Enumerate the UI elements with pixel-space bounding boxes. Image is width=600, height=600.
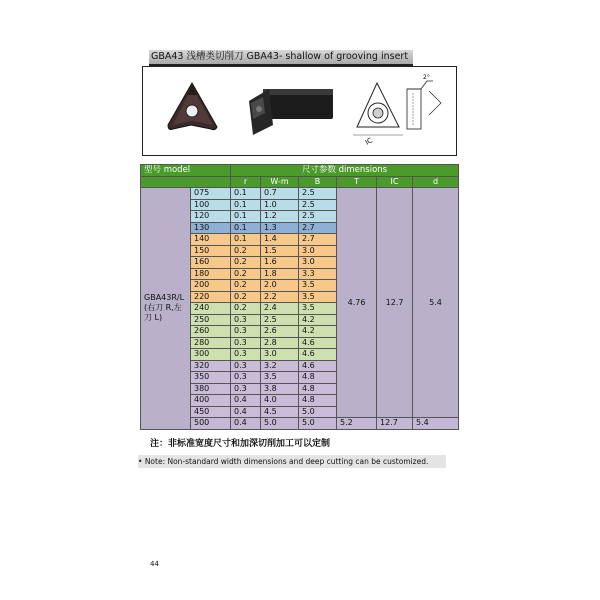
cell-b: 4.6 [299,349,337,361]
cell-r: 0.4 [231,395,261,407]
page-number: 44 [150,560,159,568]
cell-b: 2.5 [299,188,337,200]
cell-code: 350 [191,372,231,384]
cell-w: 1.6 [261,257,299,269]
cell-w: 1.4 [261,234,299,246]
cell-code: 450 [191,406,231,418]
cell-r: 0.1 [231,188,261,200]
cell-w: 1.2 [261,211,299,223]
cell-b: 4.6 [299,337,337,349]
cell-r: 0.2 [231,280,261,292]
note-chinese: 注：非标准宽度尺寸和加深切削加工可以定制 [150,439,331,449]
page-title: GBA43 浅槽类切削刀 GBA43- shallow of grooving insert [149,50,413,66]
cell-b: 3.0 [299,245,337,257]
cell-b: 4.8 [299,383,337,395]
cell-b: 3.5 [299,291,337,303]
cell-code: 280 [191,337,231,349]
cell-r: 0.3 [231,314,261,326]
cell-d: 5.4 [413,418,459,430]
svg-text:IC: IC [364,136,375,147]
cell-w: 2.8 [261,337,299,349]
cell-r: 0.3 [231,360,261,372]
cell-w: 4.0 [261,395,299,407]
cell-b: 3.5 [299,303,337,315]
cell-b: 2.7 [299,234,337,246]
cell-w: 3.0 [261,349,299,361]
cell-w: 2.6 [261,326,299,338]
spec-table [140,164,459,430]
cell-b: 4.8 [299,372,337,384]
model-header: 型号 model [141,165,231,177]
cell-b: 3.0 [299,257,337,269]
cell-code: 075 [191,188,231,200]
cell-w: 1.0 [261,199,299,211]
cell-code: 250 [191,314,231,326]
cell-r: 0.2 [231,268,261,280]
col-ic: IC [377,176,413,188]
cell-r: 0.3 [231,326,261,338]
cell-code: 220 [191,291,231,303]
cell-w: 2.4 [261,303,299,315]
cell-code: 180 [191,268,231,280]
table-row [141,188,459,200]
col-b: B [299,176,337,188]
cell-r: 0.2 [231,303,261,315]
merged-ic: 12.7 [377,188,413,418]
cell-r: 0.1 [231,199,261,211]
note-english-text: Note: Non-standard width dimensions and deep cutting can be customized. [144,457,429,466]
col-t: T [337,176,377,188]
cell-w: 2.5 [261,314,299,326]
col-r: r [231,176,261,188]
cell-w: 3.8 [261,383,299,395]
cell-w: 1.8 [261,268,299,280]
cell-r: 0.1 [231,234,261,246]
cell-r: 0.3 [231,383,261,395]
cell-w: 1.3 [261,222,299,234]
col-w: W-m [261,176,299,188]
bullet-icon: • [138,457,145,466]
cell-r: 0.1 [231,222,261,234]
cell-code: 120 [191,211,231,223]
cell-b: 4.6 [299,360,337,372]
cell-code: 400 [191,395,231,407]
dimensions-header: 尺寸参数 dimensions [231,165,459,177]
cell-w: 0.7 [261,188,299,200]
cell-w: 3.2 [261,360,299,372]
cell-b: 2.5 [299,199,337,211]
cell-b: 5.0 [299,406,337,418]
cell-code: 320 [191,360,231,372]
cell-r: 0.3 [231,372,261,384]
svg-text:2°: 2° [423,74,430,81]
cell-code: 140 [191,234,231,246]
cell-r: 0.2 [231,257,261,269]
cell-w: 5.0 [261,418,299,430]
cell-b: 3.3 [299,268,337,280]
cell-r: 0.2 [231,291,261,303]
cell-r: 0.1 [231,211,261,223]
cell-code: 100 [191,199,231,211]
merged-t: 4.76 [337,188,377,418]
technical-drawing [349,73,449,149]
cell-w: 3.5 [261,372,299,384]
cell-b: 2.7 [299,222,337,234]
col-d: d [413,176,459,188]
cell-code: 200 [191,280,231,292]
cell-code: 130 [191,222,231,234]
product-images [142,66,457,156]
header-spacer [141,176,231,188]
cell-b: 5.0 [299,418,337,430]
cell-r: 0.2 [231,245,261,257]
cell-t: 5.2 [337,418,377,430]
cell-b: 4.2 [299,314,337,326]
cell-b: 3.5 [299,280,337,292]
cell-w: 2.0 [261,280,299,292]
cell-w: 4.5 [261,406,299,418]
cell-code: 240 [191,303,231,315]
cell-code: 260 [191,326,231,338]
merged-d: 5.4 [413,188,459,418]
cell-w: 2.2 [261,291,299,303]
cell-r: 0.3 [231,337,261,349]
note-english [138,455,446,468]
cell-code: 380 [191,383,231,395]
tool-holder-photo [243,79,335,139]
cell-w: 1.5 [261,245,299,257]
cell-code: 160 [191,257,231,269]
cell-r: 0.4 [231,406,261,418]
cell-code: 300 [191,349,231,361]
cell-ic: 12.7 [377,418,413,430]
model-name: GBA43R/L (右刀 R,左刀 L) [141,188,191,430]
cell-r: 0.4 [231,418,261,430]
triangular-insert-photo [165,81,219,133]
cell-b: 4.2 [299,326,337,338]
cell-b: 4.8 [299,395,337,407]
cell-r: 0.3 [231,349,261,361]
cell-b: 2.5 [299,211,337,223]
cell-code: 500 [191,418,231,430]
cell-code: 150 [191,245,231,257]
